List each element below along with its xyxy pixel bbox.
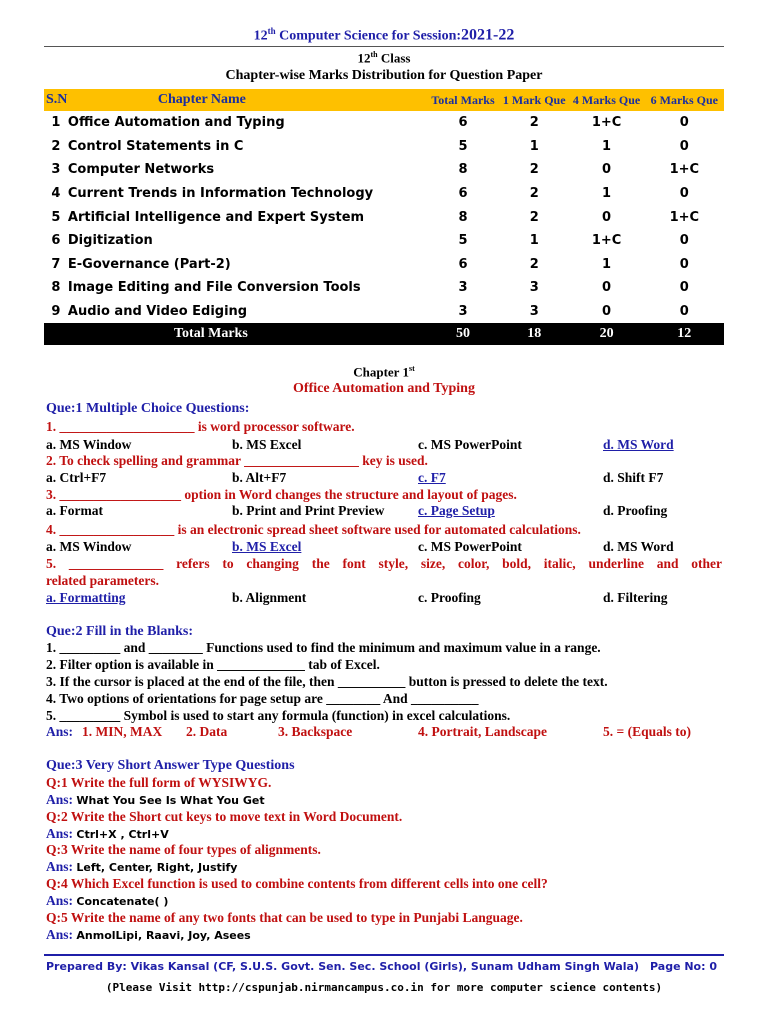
fill-blank-question: 3. If the cursor is placed at the end of the file, then __________ button is pressed to delete the text. (46, 674, 608, 689)
fill-blank-question: 4. Two options of orientations for page setup are ________ And __________ (46, 691, 479, 706)
table-row (44, 135, 724, 159)
mcq-option: b. Print and Print Preview (232, 503, 385, 518)
mcq-option: b. Alt+F7 (232, 470, 287, 485)
table-row (44, 276, 724, 300)
mcq-option: c. MS PowerPoint (418, 539, 522, 554)
table-row (44, 158, 724, 182)
fill-blank-answer: 5. = (Equals to) (603, 724, 691, 739)
table-cell: Computer Networks (67, 162, 215, 178)
table-cell: Artificial Intelligence and Expert System (67, 209, 365, 225)
table-title: Chapter-wise Marks Distribution for Question Paper (225, 68, 543, 83)
table-cell: Current Trends in Information Technology (67, 186, 374, 202)
mcq-answer-option: d. MS Word (603, 437, 674, 452)
short-question: Q:5 Write the name of any two fonts that can be used to type in Punjabi Language. (46, 910, 523, 925)
column-header: 6 Marks Que (650, 92, 718, 107)
page-number: Page No: 0 (650, 960, 717, 973)
answer-text: Concatenate( ) (76, 895, 169, 908)
table-cell: 8 (458, 209, 468, 225)
table-cell: 3 (458, 280, 468, 296)
mcq-question: 3. __________________ option in Word changes the structure and layout of pages. (46, 487, 517, 502)
document-header (0, 26, 768, 45)
mcq-option: c. MS PowerPoint (418, 437, 522, 452)
fill-blank-answer: 3. Backspace (278, 724, 353, 739)
table-cell: 2 (529, 162, 539, 178)
fill-blank-answer: 2. Data (186, 724, 228, 739)
marks-distribution-table (44, 89, 724, 345)
total-cell: 50 (456, 326, 471, 342)
mcq-option: a. MS Window (46, 437, 132, 452)
table-cell: 6 (51, 233, 61, 249)
table-cell: E-Governance (Part-2) (67, 256, 231, 272)
mcq-answer-option: c. F7 (418, 470, 446, 485)
table-cell: 3 (458, 304, 468, 320)
mcq-question: 4. _________________ is an electronic spread sheet software used for automated calculations. (46, 522, 581, 537)
table-cell: 0 (679, 233, 689, 249)
mcq-option: a. MS Window (46, 539, 132, 554)
footer-divider (44, 954, 724, 956)
table-cell: Control Statements in C (67, 138, 244, 154)
table-cell: 2 (529, 256, 539, 272)
table-cell: 2 (529, 209, 539, 225)
table-cell: 4 (51, 186, 61, 202)
table-cell: 5 (458, 138, 468, 154)
table-cell: 1 (529, 138, 539, 154)
fill-blank-answer: 4. Portrait, Landscape (418, 724, 547, 739)
table-cell: 0 (602, 209, 612, 225)
table-cell: 0 (679, 115, 689, 131)
session-year: 2021-22 (461, 26, 515, 44)
table-cell: 1+C (669, 162, 700, 178)
visit-note: (Please Visit http://cspunjab.nirmancampus.co.in for more computer science contents) (105, 981, 663, 994)
answer-label: Ans (46, 826, 69, 841)
table-cell: 5 (458, 233, 468, 249)
short-answer: Ans: AnmolLipi, Raavi, Joy, Asees (46, 927, 251, 942)
section-heading-mcq: Que:1 Multiple Choice Questions: (46, 401, 250, 416)
table-cell: 1+C (669, 209, 700, 225)
header-text: Computer Science for Session: (275, 28, 462, 44)
table-cell: 0 (602, 162, 612, 178)
column-header: 1 Mark Que (502, 92, 566, 107)
mcq-option: d. Shift F7 (603, 470, 664, 485)
table-cell: 8 (51, 280, 61, 296)
mcq-answer-option: c. Page Setup (418, 503, 495, 518)
table-cell: 1 (529, 233, 539, 249)
chapter-sup: st (408, 364, 415, 373)
fill-blank-answer: 1. MIN, MAX (82, 724, 163, 739)
section-heading-short-answers: Que:3 Very Short Answer Type Questions (46, 758, 295, 773)
table-cell: 0 (679, 138, 689, 154)
table-cell: 8 (458, 162, 468, 178)
short-question: Q:4 Which Excel function is used to combine contents from different cells into one cell? (46, 876, 548, 891)
mcq-option: d. Proofing (603, 503, 668, 518)
mcq-answer-option: a. Formatting (46, 590, 126, 605)
table-cell: 9 (51, 304, 61, 320)
table-row (44, 253, 724, 277)
table-cell: 1 (602, 186, 612, 202)
total-row (44, 323, 724, 345)
table-cell: 3 (51, 162, 61, 178)
mcq-question: 1. ____________________ is word processor software. (46, 419, 355, 434)
chapter-number (0, 364, 768, 380)
table-row (44, 205, 724, 229)
short-answer: Ans: Ctrl+X , Ctrl+V (46, 826, 169, 841)
table-row (44, 229, 724, 253)
table-cell: 1 (51, 115, 61, 131)
total-label: Total Marks (174, 326, 248, 342)
mcq-option: a. Ctrl+F7 (46, 470, 107, 485)
mcq-option: b. MS Excel (232, 437, 302, 452)
header-divider (44, 46, 724, 47)
fill-blank-question: 1. _________ and ________ Functions used to find the minimum and maximum value in a range. (46, 640, 601, 655)
short-question: Q:3 Write the name of four types of alignments. (46, 842, 321, 857)
table-cell: 1 (602, 138, 612, 154)
short-question: Q:1 Write the full form of WYSIWYG. (46, 775, 272, 790)
short-answer: Ans: Left, Center, Right, Justify (46, 859, 238, 874)
mcq-question: 2. To check spelling and grammar _________________ key is used. (46, 453, 428, 468)
mcq-option: d. MS Word (603, 539, 674, 554)
table-cell: 3 (529, 280, 539, 296)
table-cell: 1+C (591, 233, 622, 249)
table-cell: 0 (679, 304, 689, 320)
mcq-question-continued: related parameters. (46, 573, 159, 588)
mcq-option: c. Proofing (418, 590, 481, 605)
table-cell: 1+C (591, 115, 622, 131)
table-cell: Digitization (67, 233, 153, 249)
table-cell: 1 (602, 256, 612, 272)
short-answer: Ans: Concatenate( ) (46, 893, 169, 908)
table-cell: 6 (458, 115, 468, 131)
mcq-option: d. Filtering (603, 590, 668, 605)
section-heading-fill-blanks: Que:2 Fill in the Blanks: (46, 624, 194, 639)
table-header-row (44, 89, 724, 111)
total-cell: 20 (599, 326, 614, 342)
prepared-by: Prepared By: Vikas Kansal (CF, S.U.S. Govt. Sen. Sec. School (Girls), Sunam Udham Singh Wala) (46, 960, 640, 973)
class-title (0, 50, 768, 66)
table-cell: 5 (51, 209, 61, 225)
answer-text: Left, Center, Right, Justify (76, 861, 238, 874)
header-text: 12 (253, 28, 268, 44)
column-header: Total Marks (431, 92, 495, 107)
answer-label: Ans (46, 859, 69, 874)
table-cell: 2 (529, 186, 539, 202)
answer-label: Ans (46, 792, 69, 807)
short-answer: Ans: What You See Is What You Get (46, 792, 265, 807)
total-cell: 12 (677, 326, 692, 342)
header-sup: th (267, 26, 276, 36)
table-row (44, 300, 724, 324)
mcq-option: a. Format (46, 503, 103, 518)
table-cell: 0 (602, 304, 612, 320)
chapter-text: Chapter 1 (353, 364, 409, 380)
answer-label: Ans (46, 893, 69, 908)
table-cell: 2 (51, 138, 61, 154)
table-cell: 2 (529, 115, 539, 131)
table-cell: Audio and Video Ediging (67, 304, 248, 320)
column-header: S.N (46, 92, 68, 107)
table-row (44, 111, 724, 135)
mcq-answer-option: b. MS Excel (232, 539, 302, 554)
total-cell: 18 (527, 326, 542, 342)
answer-text: What You See Is What You Get (76, 794, 265, 807)
table-cell: 0 (679, 186, 689, 202)
column-header: Chapter Name (157, 92, 246, 107)
table-cell: 7 (51, 256, 61, 272)
table-cell: 3 (529, 304, 539, 320)
short-question: Q:2 Write the Short cut keys to move text in Word Document. (46, 809, 403, 824)
mcq-question: 5. ______________ refers to changing the font style, size, color, bold, italic, underline and other (46, 556, 722, 571)
table-cell: 6 (458, 256, 468, 272)
class-text: 12 (357, 50, 371, 66)
table-cell: 6 (458, 186, 468, 202)
table-cell: 0 (679, 280, 689, 296)
fill-blank-question: 5. _________ Symbol is used to start any formula (function) in excel calculations. (46, 708, 511, 723)
class-sup: th (370, 50, 378, 59)
table-cell: 0 (679, 256, 689, 272)
table-cell: 0 (602, 280, 612, 296)
mcq-option: b. Alignment (232, 590, 307, 605)
answer-text: AnmolLipi, Raavi, Joy, Asees (76, 929, 251, 942)
answer-text: Ctrl+X , Ctrl+V (76, 828, 169, 841)
answers-label: Ans: (46, 724, 74, 739)
column-header: 4 Marks Que (572, 92, 641, 107)
table-cell: Office Automation and Typing (67, 115, 285, 131)
fill-blank-question: 2. Filter option is available in _____________ tab of Excel. (46, 657, 380, 672)
answer-label: Ans (46, 927, 69, 942)
chapter-name: Office Automation and Typing (293, 381, 475, 396)
class-text: Class (377, 50, 411, 66)
table-row (44, 182, 724, 206)
table-cell: Image Editing and File Conversion Tools (67, 280, 361, 296)
